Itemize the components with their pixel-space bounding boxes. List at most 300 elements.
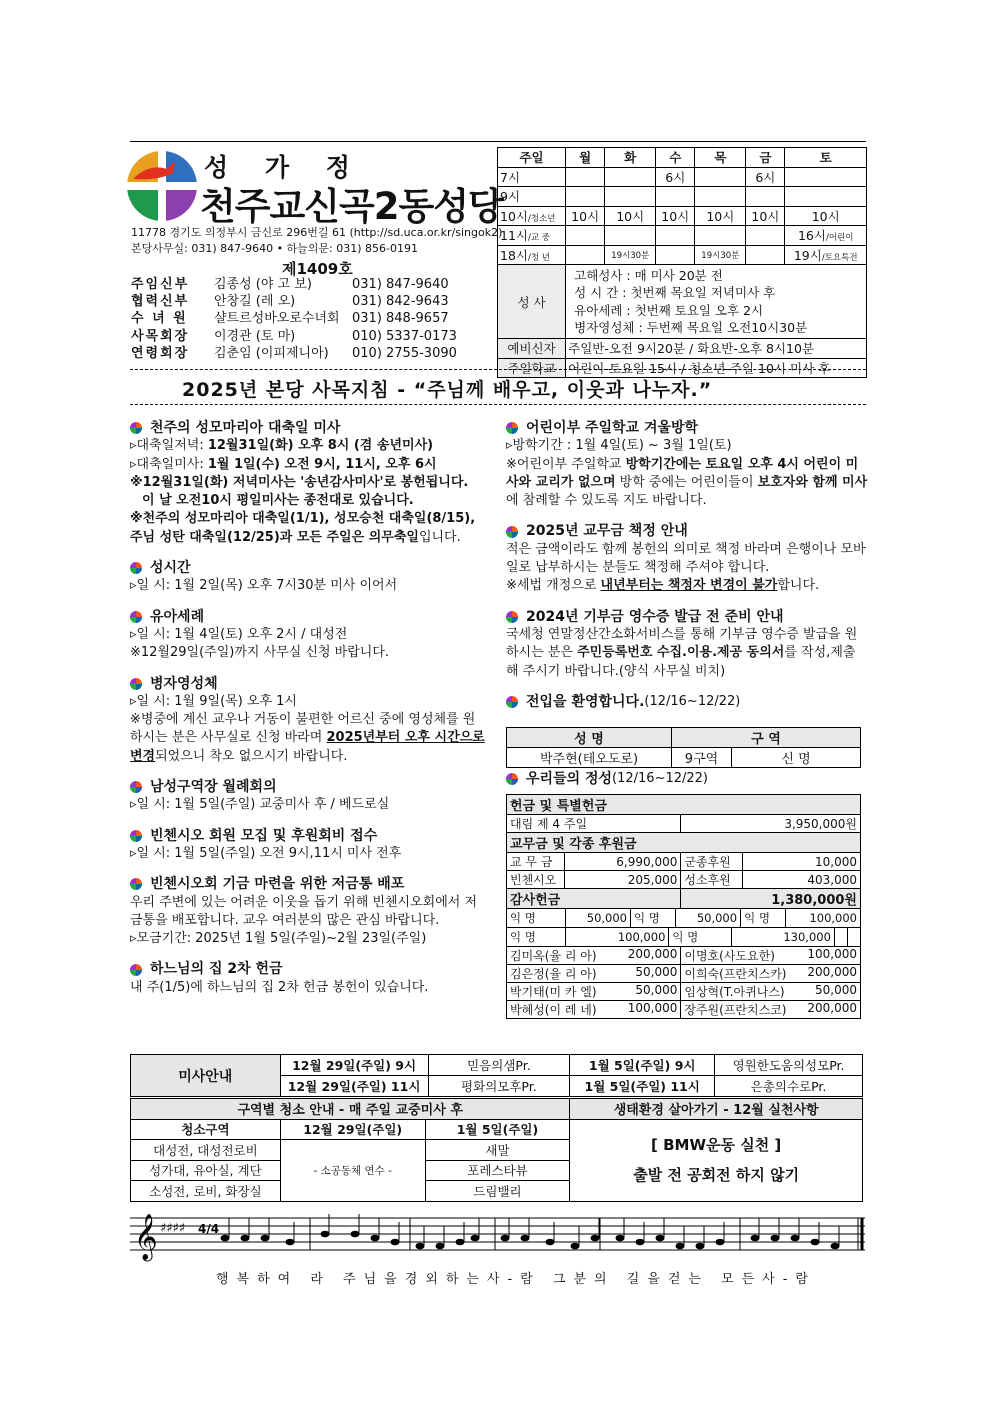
schedule-cell: 10시 bbox=[695, 206, 746, 226]
note-head bbox=[636, 1239, 645, 1246]
mass-date: 1월 5일(주일) 9시 bbox=[570, 1055, 715, 1076]
day-header: 월 bbox=[566, 148, 605, 168]
text-span: 주민등록번호 수집.이용.제공 동의서 bbox=[577, 645, 785, 661]
mass-schedule-table bbox=[497, 147, 867, 378]
parish-phones: 본당사무실: 031) 847-9640 • 하늘의문: 031) 856-0191 bbox=[131, 242, 419, 255]
donor-amount: 130,000 bbox=[731, 928, 834, 946]
note-head bbox=[831, 1243, 840, 1250]
text-line: 내 주(1/5)에 하느님의 집 2차 헌금 봉헌이 있습니다. bbox=[130, 979, 429, 995]
text-paragraph bbox=[506, 626, 868, 681]
heading-text: 유아세례 bbox=[150, 608, 205, 625]
staff-name: 김종성 (야 고 보) bbox=[214, 277, 312, 292]
schedule-cell bbox=[746, 187, 785, 207]
right-column bbox=[506, 419, 868, 711]
text-span: 합니다. bbox=[777, 578, 820, 594]
donor-pair bbox=[507, 947, 680, 964]
text-span: ※어린이부 주일학교 bbox=[506, 456, 626, 472]
text-span: 의무축일 bbox=[368, 529, 419, 545]
staff-row bbox=[131, 345, 457, 362]
note-head bbox=[471, 1235, 480, 1242]
donor-amount: 50,000 bbox=[566, 909, 631, 927]
anon-table bbox=[507, 909, 860, 927]
text-line bbox=[130, 437, 486, 455]
anon-row bbox=[507, 909, 860, 927]
section-heading bbox=[506, 693, 868, 711]
eco-line: 출발 전 공회전 하지 않기 bbox=[633, 1166, 800, 1184]
newcomers-header bbox=[507, 728, 861, 748]
schedule-cell: 10시 bbox=[656, 206, 695, 226]
heading-date: (12/16~12/22) bbox=[612, 771, 708, 786]
text-paragraph bbox=[130, 711, 486, 766]
parish-address: 11778 경기도 의정부시 금신로 296번길 61 (http://sd.uca.or.kr/singok2) bbox=[131, 226, 503, 239]
newcomer-row bbox=[507, 748, 861, 768]
heading-text: 전입을 환영합니다. bbox=[526, 693, 645, 710]
schedule-row bbox=[498, 206, 867, 226]
staff-row bbox=[131, 328, 457, 345]
day-header: 목 bbox=[695, 148, 746, 168]
staff-role: 수 녀 원 bbox=[131, 311, 188, 327]
donor-name: 이희숙(프란치스카) bbox=[684, 967, 787, 981]
text-span: 입니다. bbox=[418, 529, 461, 545]
offering-section bbox=[507, 889, 861, 909]
offering-label: 빈첸시오 bbox=[507, 871, 565, 889]
text-span: 국세청 연말정산간소화서비스를 통해 기부금 영수증 발급을 원하시는 분은 bbox=[506, 626, 858, 661]
section-heading bbox=[130, 778, 486, 796]
note-head bbox=[436, 1243, 445, 1250]
bullet-icon bbox=[130, 611, 142, 623]
note-head bbox=[371, 1235, 380, 1242]
day-header: 화 bbox=[605, 148, 656, 168]
cleaning-area: 소성전, 로비, 화장실 bbox=[131, 1181, 281, 1202]
note-head bbox=[571, 1243, 580, 1250]
schedule-cell bbox=[605, 187, 656, 207]
sacrament-item: 고해성사 : 매 미사 20분 전 bbox=[574, 267, 723, 283]
schedule-tag: /교 중 bbox=[527, 233, 550, 244]
donor-name: 익 명 bbox=[507, 909, 566, 927]
note-head bbox=[591, 1235, 600, 1242]
offering-row bbox=[507, 909, 861, 928]
section-heading bbox=[130, 608, 486, 626]
schedule-cell bbox=[566, 245, 605, 265]
schedule-cell: 10시 bbox=[746, 206, 785, 226]
text-value: 12월31일(화) 오후 8시 (겸 송년미사) bbox=[207, 438, 434, 454]
day-header: 금 bbox=[746, 148, 785, 168]
section-heading bbox=[506, 608, 868, 626]
banner-rule-top bbox=[130, 369, 866, 370]
schedule-tag: /청 년 bbox=[527, 252, 550, 263]
schedule-cell: 6시 bbox=[746, 167, 785, 187]
time-signature: 4/4 bbox=[198, 1222, 220, 1236]
heading-text: 우리들의 정성 bbox=[526, 771, 613, 787]
schedule-row bbox=[498, 167, 867, 187]
text-paragraph bbox=[506, 456, 868, 511]
text-value: 1월 1일(수) 오전 9시, 11시, 오후 6시 bbox=[207, 456, 437, 472]
text-span: 방학기간에는 토요일 오후 4시 어린이 미사와 교리가 없으며 bbox=[506, 456, 859, 490]
donor-row bbox=[507, 947, 861, 965]
note-head bbox=[771, 1235, 780, 1242]
cleaning-jan5: 드림밸리 bbox=[425, 1181, 570, 1202]
bullet-icon bbox=[130, 781, 142, 793]
staff-row bbox=[131, 276, 457, 293]
cleaning-title-row bbox=[131, 1099, 863, 1120]
col-header: 성 명 bbox=[507, 728, 672, 748]
parish-subtitle: 성 가 정 bbox=[204, 153, 364, 182]
offering-section bbox=[507, 795, 861, 815]
note-head bbox=[351, 1231, 360, 1238]
donor-pair bbox=[681, 947, 860, 964]
schedule-cell bbox=[695, 187, 746, 207]
note-head bbox=[616, 1235, 625, 1242]
pastoral-motto-banner: 2025년 본당 사목지침 - “주님께 배우고, 이웃과 나누자.” bbox=[182, 379, 713, 401]
eco-practice bbox=[570, 1119, 863, 1201]
donor-amount: 100,000 bbox=[566, 928, 669, 946]
cleaning-jan5: 포레스타뷰 bbox=[425, 1160, 570, 1181]
donor-amount: 200,000 bbox=[807, 1001, 857, 1015]
offering-amount: 403,000 bbox=[743, 871, 861, 889]
note-head bbox=[716, 1239, 725, 1246]
donor-amount: 50,000 bbox=[815, 983, 857, 997]
sacrament-list bbox=[566, 265, 867, 339]
cleaning-jan5: 새말 bbox=[425, 1140, 570, 1161]
prep-text: 주일반-오전 9시20분 / 화요반-오후 8시10분 bbox=[566, 339, 867, 359]
note-head bbox=[501, 1235, 510, 1242]
donor-amount: 100,000 bbox=[627, 1001, 678, 1015]
staff-role: 협력신부 bbox=[131, 294, 190, 310]
mass-group: 평화의모후Pr. bbox=[428, 1076, 570, 1097]
donor-amount: 50,000 bbox=[635, 983, 678, 997]
donor-name: 익 명 bbox=[507, 928, 566, 946]
text-line bbox=[130, 456, 486, 474]
mass-group: 믿음의샘Pr. bbox=[428, 1055, 570, 1076]
offering-label: 대림 제 4 주일 bbox=[507, 815, 681, 833]
donor-name: 익 명 bbox=[631, 909, 676, 927]
newcomers-table bbox=[506, 727, 861, 768]
donor-pair bbox=[681, 983, 860, 1000]
text-line: ▹일 시: 1월 2일(목) 오후 7시30분 미사 이어서 bbox=[130, 578, 398, 594]
donor-amount: 200,000 bbox=[627, 947, 678, 961]
donor-name: 익 명 bbox=[669, 928, 731, 946]
note-head bbox=[811, 1239, 820, 1246]
schedule-cell: 19시30분 bbox=[605, 245, 656, 265]
schedule-cell bbox=[605, 167, 656, 187]
schedule-cell: 9시 bbox=[498, 187, 566, 207]
text-line: ▹일 시: 1월 5일(주일) 교중미사 후 / 베드로실 bbox=[130, 797, 390, 813]
note-head bbox=[546, 1239, 555, 1246]
donor-name: 김은정(율 리 아) bbox=[510, 967, 597, 981]
mass-date: 12월 29일(주일) 9시 bbox=[280, 1055, 428, 1076]
offering-row bbox=[507, 871, 861, 889]
note-head bbox=[656, 1235, 665, 1242]
donor-amount: 50,000 bbox=[676, 909, 741, 927]
text-paragraph: 우리 주변에 있는 어려운 이웃을 돕기 위해 빈첸시오회에서 저금통을 배포합니다. 교우 여러분의 많은 관심 바랍니다. bbox=[130, 894, 478, 928]
section-heading bbox=[130, 559, 486, 577]
text-paragraph bbox=[130, 510, 486, 547]
cleaning-area: 대성전, 대성전로비 bbox=[131, 1140, 281, 1161]
schedule-cell: 6시 bbox=[656, 167, 695, 187]
text-span: 보호자와 함께 미사 bbox=[757, 474, 868, 490]
text-span: 를 작성,제출 해 주시기 바랍니다.(양식 사무실 비치) bbox=[506, 645, 856, 679]
offering-section bbox=[507, 833, 861, 853]
offering-label: 교 무 금 bbox=[507, 853, 565, 871]
offering-table bbox=[506, 794, 861, 1019]
anon-table bbox=[507, 928, 860, 946]
heading-date: (12/16~12/22) bbox=[644, 693, 741, 709]
text-span: ※천주의 성모마리아 대축일(1/1), 성모승천 대축일(8/15), 주님 성탄 대축일(12/25)과 모든 주일은 bbox=[130, 511, 476, 545]
section-heading bbox=[130, 875, 486, 893]
section-heading bbox=[130, 675, 486, 693]
bullet-icon bbox=[506, 526, 518, 538]
donor-amount: 100,000 bbox=[807, 947, 857, 961]
cleaning-title: 구역별 청소 안내 - 매 주일 교중미사 후 bbox=[131, 1099, 570, 1120]
newcomer-name: 박주현(테오도로) bbox=[507, 748, 672, 768]
schedule-cell bbox=[695, 167, 746, 187]
schedule-time: 11시 bbox=[500, 228, 528, 244]
schedule-row bbox=[498, 245, 867, 265]
heading-text: 천주의 성모마리아 대축일 미사 bbox=[150, 420, 341, 436]
schedule-row bbox=[498, 226, 867, 246]
mass-info-label: 미사안내 bbox=[131, 1055, 281, 1097]
schedule-cell: 10시 bbox=[785, 206, 867, 226]
cleaning-area: 성가대, 유아실, 계단 bbox=[131, 1160, 281, 1181]
note-head bbox=[391, 1239, 400, 1246]
bullet-icon bbox=[130, 422, 142, 434]
schedule-time: 19시 bbox=[793, 247, 822, 263]
text-line: ▹일 시: 1월 9일(목) 오후 1시 bbox=[130, 693, 297, 709]
bullet-icon bbox=[506, 422, 518, 434]
prep-row bbox=[498, 339, 867, 359]
cleaning-table bbox=[130, 1098, 863, 1202]
parish-logo bbox=[127, 151, 197, 221]
staff-phone: 031) 848-9657 bbox=[352, 311, 449, 327]
hymn-music-staff bbox=[130, 1208, 865, 1263]
offering-amount: 6,990,000 bbox=[564, 853, 680, 871]
banner-rule-bottom bbox=[130, 404, 866, 405]
offering-heading-wrap bbox=[506, 770, 708, 788]
mass-group: 은총의수로Pr. bbox=[715, 1076, 863, 1097]
heading-text: 2024년 기부금 영수증 발급 전 준비 안내 bbox=[526, 608, 784, 625]
offering-row bbox=[507, 815, 861, 833]
bullet-icon bbox=[506, 773, 518, 785]
note-head bbox=[221, 1235, 230, 1242]
note-head bbox=[791, 1235, 800, 1242]
top-rule bbox=[130, 141, 866, 142]
donor-name: 김미옥(율 리 아) bbox=[510, 949, 597, 963]
mass-group: 영원한도움의성모Pr. bbox=[715, 1055, 863, 1076]
bullet-icon bbox=[506, 696, 518, 708]
staff-phone: 031) 842-9643 bbox=[352, 294, 449, 310]
heading-text: 남성구역장 월례회의 bbox=[150, 779, 277, 796]
note-head bbox=[321, 1231, 330, 1238]
schedule-cell bbox=[785, 167, 867, 187]
donor-name: 익 명 bbox=[741, 909, 786, 927]
note-head bbox=[241, 1235, 250, 1242]
text-line: 이 날 오전10시 평일미사는 종전대로 있습니다. bbox=[142, 493, 414, 509]
sacrament-item: 성 시 간 : 첫번째 목요일 저녁미사 후 bbox=[574, 285, 776, 300]
donor-row bbox=[507, 965, 861, 983]
music-notes bbox=[221, 1214, 840, 1249]
schedule-cell bbox=[785, 245, 867, 265]
heading-text: 병자영성체 bbox=[150, 675, 218, 692]
schedule-time: 16시 bbox=[797, 228, 826, 244]
eco-title: 생태환경 살아가기 - 12월 실천사항 bbox=[570, 1099, 863, 1120]
section-heading bbox=[130, 960, 486, 978]
schedule-cell bbox=[566, 226, 605, 246]
schedule-cell bbox=[785, 226, 867, 246]
staff-role: 사목회장 bbox=[131, 328, 190, 344]
text-label: ▹대축일미사: bbox=[130, 456, 208, 472]
text-line: ※12월29일(주일)까지 사무실 신청 바랍니다. bbox=[130, 645, 390, 661]
donor-name: 박혜성(이 레 네) bbox=[510, 1003, 597, 1017]
heading-text: 성시간 bbox=[150, 560, 191, 577]
schedule-cell bbox=[695, 226, 746, 246]
text-span: 2025년부터 오후 시간으로 변경 bbox=[130, 730, 485, 764]
heading-text: 빈첸시오 회원 모집 및 후원회비 접수 bbox=[150, 827, 378, 844]
text-label: ▹대축일저녁: bbox=[130, 438, 208, 454]
staff-role: 연령회장 bbox=[131, 345, 190, 361]
cleaning-dec29: - 소공동체 연수 - bbox=[280, 1140, 425, 1202]
schedule-row bbox=[498, 187, 867, 207]
note-head bbox=[751, 1235, 760, 1242]
donor-row bbox=[507, 1001, 861, 1019]
mass-date: 1월 5일(주일) 11시 bbox=[570, 1076, 715, 1097]
staff-row bbox=[131, 310, 457, 327]
bullet-icon bbox=[130, 562, 142, 574]
donor-row bbox=[507, 983, 861, 1001]
schedule-cell bbox=[498, 245, 566, 265]
schedule-time: 10시 bbox=[500, 208, 528, 224]
text-span: 방학 중에는 어린이들이 bbox=[615, 474, 758, 490]
school-label: 주일학교 bbox=[498, 358, 566, 378]
schedule-cell: 10시 bbox=[605, 206, 656, 226]
mass-row bbox=[131, 1055, 863, 1076]
text-span: 에 참례할 수 있도록 지도 바랍니다. bbox=[506, 493, 707, 509]
note-head bbox=[676, 1243, 685, 1250]
donor-name: 임상혁(T.아퀴나스) bbox=[684, 985, 785, 999]
section-title: 헌금 및 특별헌금 bbox=[507, 795, 861, 815]
offering-amount: 10,000 bbox=[743, 853, 861, 871]
note-head bbox=[456, 1239, 465, 1246]
newcomer-area: 9구역 bbox=[672, 748, 732, 768]
offering-row bbox=[507, 928, 861, 947]
offering-amount: 205,000 bbox=[564, 871, 680, 889]
text-line: ▹모금기간: 2025년 1월 5일(주일)~2월 23일(주일) bbox=[130, 931, 427, 947]
schedule-cell: 7시 bbox=[498, 167, 566, 187]
text-paragraph bbox=[506, 577, 868, 595]
day-header: 토 bbox=[785, 148, 867, 168]
bullet-icon bbox=[130, 830, 142, 842]
text-span: ※병중에 계신 교우나 거동이 불편한 어르신 중에 영성체를 원하시는 분은 사무실로 신청 바라며 bbox=[130, 712, 476, 746]
donor-name: 장주원(프란치스코) bbox=[684, 1003, 787, 1017]
col-header: 1월 5일(주일) bbox=[425, 1119, 570, 1140]
schedule-header-row bbox=[498, 148, 867, 168]
note-head bbox=[521, 1235, 530, 1242]
schedule-cell: 10시 bbox=[566, 206, 605, 226]
donor-pair bbox=[681, 965, 860, 982]
mass-date: 12월 29일(주일) 11시 bbox=[280, 1076, 428, 1097]
staff-name: 샬트르성바오로수녀회 bbox=[214, 311, 340, 327]
issue-number: 제1409호 bbox=[282, 260, 353, 278]
heading-text: 빈첸시오회 기금 마련을 위한 저금통 배포 bbox=[150, 876, 405, 893]
note-head bbox=[286, 1239, 295, 1246]
schedule-cell bbox=[566, 167, 605, 187]
section-heading bbox=[506, 522, 868, 540]
staff-phone: 031) 847-9640 bbox=[352, 277, 449, 292]
donor-name: 이명호(사도요한) bbox=[684, 949, 775, 963]
offering-label: 성소후원 bbox=[681, 871, 743, 889]
left-column bbox=[130, 419, 486, 997]
text-line: ▹일 시: 1월 5일(주일) 오전 9시,11시 미사 전후 bbox=[130, 845, 402, 861]
text-line: ▹방학기간 : 1월 4일(토) ~ 3월 1일(토) bbox=[506, 438, 732, 454]
donor-pair bbox=[507, 965, 680, 982]
schedule-cell: 19시30분 bbox=[695, 245, 746, 265]
schedule-cell bbox=[656, 226, 695, 246]
text-line: ※12월31일(화) 저녁미사는 '송년감사미사'로 봉헌됩니다. bbox=[130, 474, 469, 490]
staff-phone: 010) 2755-3090 bbox=[352, 345, 457, 361]
note-head bbox=[696, 1243, 705, 1250]
key-signature-icon: ♯♯♯♯ bbox=[160, 1221, 186, 1236]
schedule-cell bbox=[498, 226, 566, 246]
day-header: 수 bbox=[656, 148, 695, 168]
schedule-cell bbox=[746, 245, 785, 265]
text-span: 되었으니 착오 없으시기 바랍니다. bbox=[155, 748, 348, 764]
school-text: 어린이-토요일 15시 / 청소년-주일 10시 미사 후 bbox=[566, 358, 867, 378]
donor-pair bbox=[507, 983, 680, 1000]
heading-text: 어린이부 주일학교 겨울방학 bbox=[526, 420, 699, 436]
staff-row bbox=[131, 293, 457, 310]
donor-name bbox=[834, 928, 847, 946]
heading-text: 2025년 교무금 책정 안내 bbox=[526, 523, 688, 540]
cleaning-header-row bbox=[131, 1119, 863, 1140]
sacrament-label: 성 사 bbox=[498, 265, 566, 339]
schedule-cell bbox=[605, 226, 656, 246]
text-paragraph: 적은 금액이라도 함께 봉헌의 의미로 책정 바라며 은행이나 모바일로 납부하시는 분들도 책정해 주셔야 합니다. bbox=[506, 541, 866, 576]
schedule-tag: /어린이 bbox=[825, 233, 854, 244]
donor-name: 박기태(미 카 엘) bbox=[510, 985, 597, 999]
text-span: 내년부터는 책정자 변경이 불가 bbox=[600, 578, 778, 594]
schedule-cell bbox=[656, 245, 695, 265]
staff-phone: 010) 5337-0173 bbox=[352, 328, 457, 344]
donor-pair bbox=[507, 1001, 680, 1018]
offering-amount: 1,380,000원 bbox=[681, 889, 861, 909]
offering-label: 군종후원 bbox=[681, 853, 743, 871]
heading-text: 하느님의 집 2차 헌금 bbox=[150, 961, 283, 978]
section-heading bbox=[506, 419, 868, 437]
schedule-cell bbox=[785, 187, 867, 207]
staff-role: 주임신부 bbox=[131, 277, 190, 292]
staff-table bbox=[131, 276, 457, 362]
section-heading bbox=[130, 827, 486, 845]
col-header: 구 역 bbox=[672, 728, 861, 748]
sacrament-item: 병자영성체 : 두번째 목요일 오전10시30분 bbox=[574, 320, 808, 335]
staff-name: 안창길 (레 오) bbox=[214, 294, 296, 310]
schedule-tag: /토요특전 bbox=[821, 252, 858, 263]
schedule-tag: /청소년 bbox=[527, 213, 556, 224]
schedule-time: 18시 bbox=[500, 247, 528, 263]
sacrament-item: 유아세례 : 첫번째 토요일 오후 2시 bbox=[574, 302, 764, 318]
schedule-cell bbox=[656, 187, 695, 207]
newcomer-community: 신 명 bbox=[732, 748, 861, 768]
section-heading bbox=[130, 419, 486, 437]
prep-label: 예비신자 bbox=[498, 339, 566, 359]
anon-row bbox=[507, 928, 860, 946]
sacrament-row bbox=[498, 265, 867, 339]
donor-amount: 100,000 bbox=[809, 911, 857, 925]
offering-amount: 3,950,000원 bbox=[681, 815, 861, 833]
donor-amount: 200,000 bbox=[807, 965, 857, 979]
note-head bbox=[416, 1243, 425, 1250]
donor-amount: 50,000 bbox=[635, 965, 678, 979]
section-title: 교무금 및 각종 후원금 bbox=[507, 833, 861, 853]
